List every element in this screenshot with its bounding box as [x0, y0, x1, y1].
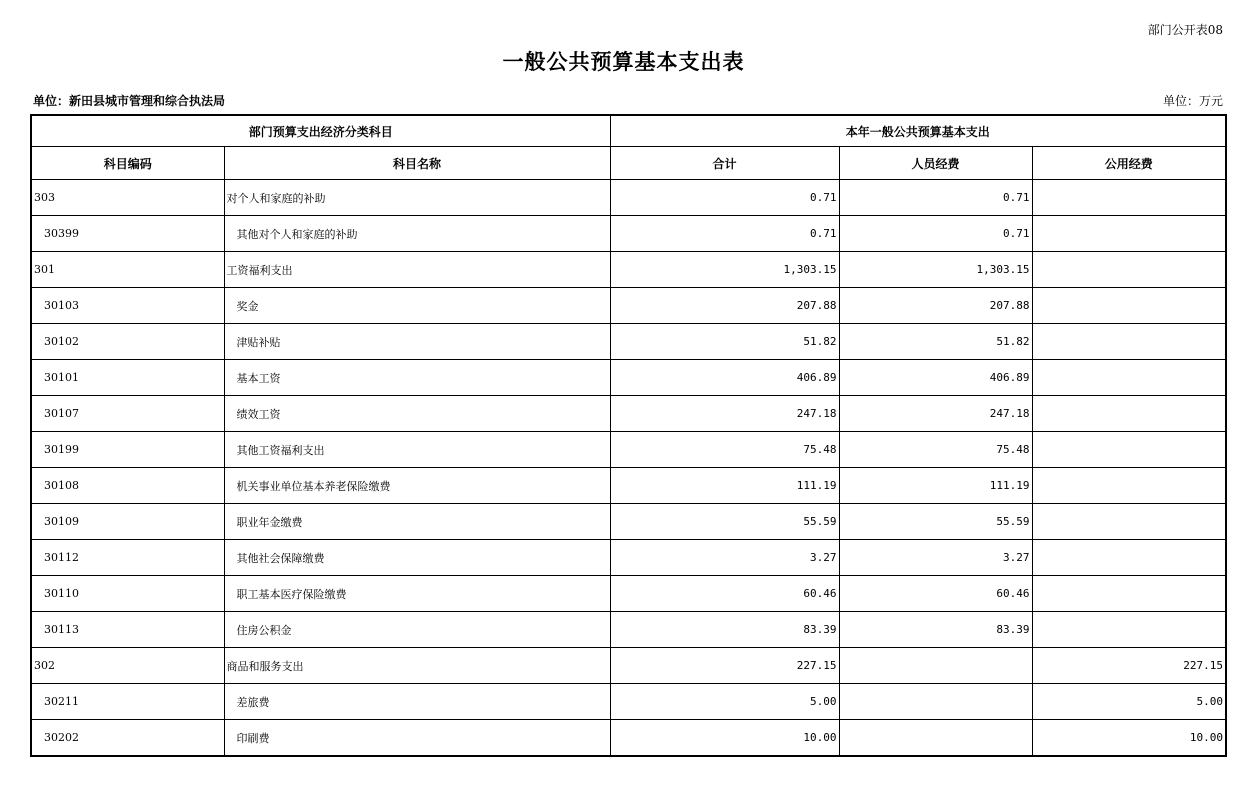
cell-public [1032, 576, 1226, 612]
budget-table [30, 114, 1227, 757]
cell-code: 30112 [31, 540, 224, 576]
cell-code: 30113 [31, 612, 224, 648]
cell-public [1032, 288, 1226, 324]
cell-code: 30101 [31, 360, 224, 396]
table-row [31, 432, 1226, 468]
cell-public [1032, 324, 1226, 360]
table-row [31, 576, 1226, 612]
column-header-total: 合计 [610, 147, 839, 180]
table-body [31, 180, 1226, 757]
cell-personnel: 55.59 [839, 504, 1032, 540]
cell-name: 其他对个人和家庭的补助 [224, 216, 610, 252]
cell-code: 302 [31, 648, 224, 684]
table-row [31, 216, 1226, 252]
cell-code: 30202 [31, 720, 224, 757]
cell-personnel: 1,303.15 [839, 252, 1032, 288]
table-row [31, 360, 1226, 396]
cell-code: 30109 [31, 504, 224, 540]
cell-public [1032, 504, 1226, 540]
cell-name: 职工基本医疗保险缴费 [224, 576, 610, 612]
cell-personnel: 207.88 [839, 288, 1032, 324]
cell-name: 绩效工资 [224, 396, 610, 432]
table-row [31, 648, 1226, 684]
cell-personnel: 3.27 [839, 540, 1032, 576]
cell-personnel: 247.18 [839, 396, 1032, 432]
cell-code: 30103 [31, 288, 224, 324]
table-row [31, 180, 1226, 216]
cell-public [1032, 432, 1226, 468]
cell-code: 30199 [31, 432, 224, 468]
currency-unit: 单位：万元 [1162, 94, 1223, 108]
cell-total: 207.88 [610, 288, 839, 324]
cell-total: 5.00 [610, 684, 839, 720]
cell-name: 其他工资福利支出 [224, 432, 610, 468]
cell-public [1032, 612, 1226, 648]
cell-total: 247.18 [610, 396, 839, 432]
cell-total: 3.27 [610, 540, 839, 576]
cell-name: 基本工资 [224, 360, 610, 396]
organization-unit: 单位：新田县城市管理和综合执法局 [33, 94, 226, 108]
cell-public [1032, 180, 1226, 216]
cell-code: 30107 [31, 396, 224, 432]
column-header-public: 公用经费 [1032, 147, 1226, 180]
cell-personnel: 111.19 [839, 468, 1032, 504]
cell-personnel [839, 684, 1032, 720]
cell-name: 津贴补贴 [224, 324, 610, 360]
cell-total: 10.00 [610, 720, 839, 757]
cell-name: 商品和服务支出 [224, 648, 610, 684]
table-row [31, 396, 1226, 432]
column-header-personnel: 人员经费 [839, 147, 1032, 180]
cell-public [1032, 360, 1226, 396]
cell-code: 30399 [31, 216, 224, 252]
cell-public: 5.00 [1032, 684, 1226, 720]
cell-total: 406.89 [610, 360, 839, 396]
cell-public: 227.15 [1032, 648, 1226, 684]
cell-name: 职业年金缴费 [224, 504, 610, 540]
cell-name: 机关事业单位基本养老保险缴费 [224, 468, 610, 504]
cell-personnel [839, 720, 1032, 757]
cell-name: 其他社会保障缴费 [224, 540, 610, 576]
table-row [31, 252, 1226, 288]
cell-total: 83.39 [610, 612, 839, 648]
cell-total: 1,303.15 [610, 252, 839, 288]
cell-name: 对个人和家庭的补助 [224, 180, 610, 216]
cell-public [1032, 216, 1226, 252]
cell-code: 301 [31, 252, 224, 288]
table-row [31, 324, 1226, 360]
cell-public [1032, 252, 1226, 288]
cell-code: 30102 [31, 324, 224, 360]
cell-public [1032, 540, 1226, 576]
cell-personnel: 0.71 [839, 180, 1032, 216]
cell-personnel: 60.46 [839, 576, 1032, 612]
form-code: 部门公开表08 [1147, 23, 1223, 37]
cell-personnel: 75.48 [839, 432, 1032, 468]
cell-name: 工资福利支出 [224, 252, 610, 288]
cell-personnel: 406.89 [839, 360, 1032, 396]
cell-total: 55.59 [610, 504, 839, 540]
cell-personnel: 0.71 [839, 216, 1032, 252]
table-row [31, 288, 1226, 324]
table-row [31, 684, 1226, 720]
cell-name: 住房公积金 [224, 612, 610, 648]
table-row [31, 504, 1226, 540]
cell-total: 75.48 [610, 432, 839, 468]
cell-total: 0.71 [610, 180, 839, 216]
cell-name: 差旅费 [224, 684, 610, 720]
table-row [31, 720, 1226, 757]
header-group-basic-expenditure: 本年一般公共预算基本支出 [610, 115, 1226, 147]
cell-code: 30211 [31, 684, 224, 720]
table-row [31, 540, 1226, 576]
cell-public [1032, 468, 1226, 504]
cell-code: 30108 [31, 468, 224, 504]
cell-total: 51.82 [610, 324, 839, 360]
cell-total: 227.15 [610, 648, 839, 684]
header-group-classification: 部门预算支出经济分类科目 [31, 115, 610, 147]
cell-public: 10.00 [1032, 720, 1226, 757]
cell-total: 111.19 [610, 468, 839, 504]
column-header-code: 科目编码 [31, 147, 224, 180]
cell-name: 奖金 [224, 288, 610, 324]
table-row [31, 612, 1226, 648]
column-header-name: 科目名称 [224, 147, 610, 180]
table-row [31, 468, 1226, 504]
cell-public [1032, 396, 1226, 432]
cell-code: 30110 [31, 576, 224, 612]
cell-total: 0.71 [610, 216, 839, 252]
cell-name: 印刷费 [224, 720, 610, 757]
page-title: 一般公共预算基本支出表 [502, 49, 745, 74]
cell-personnel [839, 648, 1032, 684]
cell-total: 60.46 [610, 576, 839, 612]
cell-personnel: 83.39 [839, 612, 1032, 648]
cell-code: 303 [31, 180, 224, 216]
cell-personnel: 51.82 [839, 324, 1032, 360]
